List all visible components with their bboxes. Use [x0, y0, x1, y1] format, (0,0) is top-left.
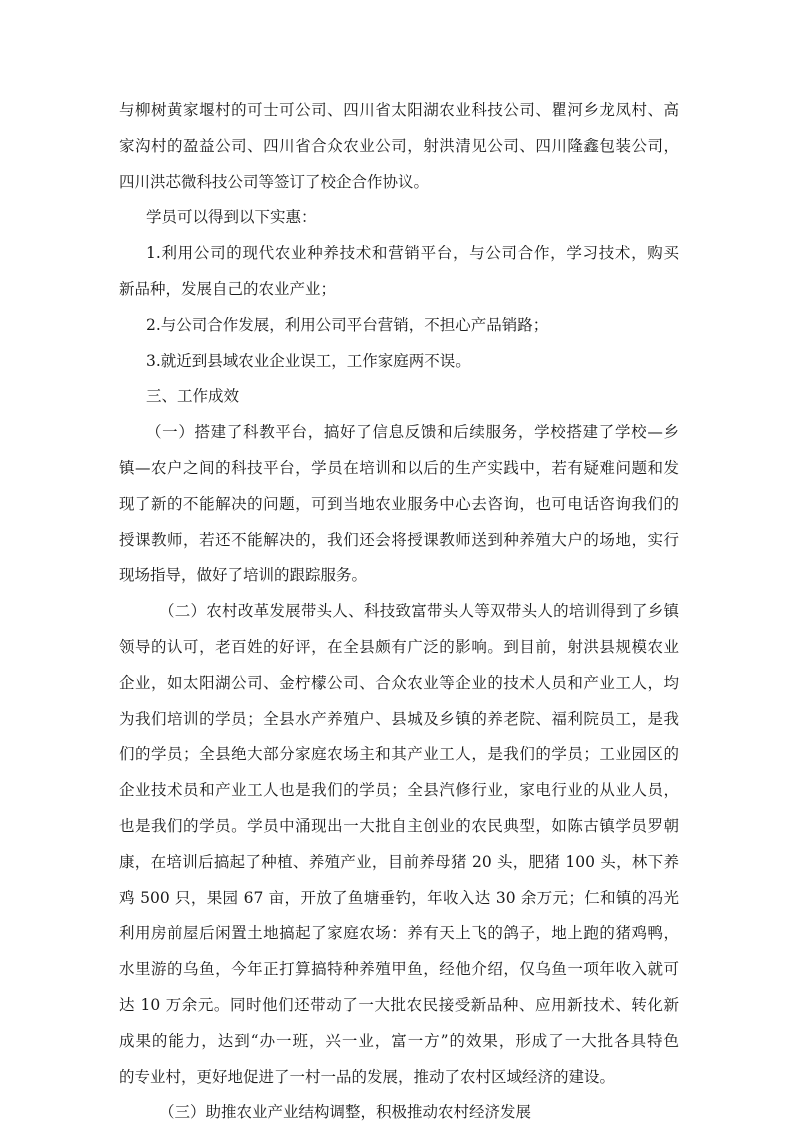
list-item: 3.就近到县域农业企业误工，工作家庭两不误。 [146, 351, 471, 370]
text-line: 家沟村的盈益公司、四川省合众农业公司，射洪清见公司、四川隆鑫包装公司， [119, 136, 679, 155]
section-lead: 学员可以得到以下实惠： [146, 208, 317, 227]
section-heading: 三、工作成效 [146, 387, 240, 406]
text-line: 们的学员；全县绝大部分家庭农场主和其产业工人，是我们的学员；工业园区的 [119, 745, 679, 764]
text-line: 也是我们的学员。学员中涌现出一大批自主创业的农民典型，如陈古镇学员罗朝 [119, 816, 679, 835]
list-item: 1.利用公司的现代农业种养技术和营销平台，与公司合作，学习技术，购买 [146, 244, 679, 263]
text-line: 企业技术员和产业工人也是我们的学员；全县汽修行业，家电行业的从业人员， [119, 781, 679, 800]
subsection-heading: （三）助推农业产业结构调整，积极推动农村经济发展 [159, 1103, 532, 1122]
subsection-text: （二）农村改革发展带头人、科技致富带头人等双带头人的培训得到了乡镇 [159, 602, 679, 621]
text-line: 鸡 500 只，果园 67 亩，开放了鱼塘垂钓，年收入达 30 余万元；仁和镇的冯光 [119, 888, 679, 907]
text-line: 新品种，发展自己的农业产业； [119, 279, 337, 298]
text-line: 企业，如太阳湖公司、金柠檬公司、合众农业等企业的技术人员和产业工人，均 [119, 673, 679, 692]
text-line: 水里游的乌鱼，今年正打算搞特种养殖甲鱼，经他介绍，仅乌鱼一项年收入就可 [119, 960, 679, 979]
text-line: 达 10 万余元。同时他们还带动了一大批农民接受新品种、应用新技术、转化新 [119, 995, 679, 1014]
text-line: 康，在培训后搞起了种植、养殖产业，目前养母猪 20 头，肥猪 100 头，林下养 [119, 852, 679, 871]
text-line: 四川洪芯微科技公司等签订了校企合作协议。 [119, 172, 430, 191]
text-line: 的专业村，更好地促进了一村一品的发展，推动了农村区域经济的建设。 [119, 1067, 616, 1086]
text-line: 现了新的不能解决的问题，可到当地农业服务中心去咨询，也可电话咨询我们的 [119, 494, 679, 513]
subsection-text: （一）搭建了科教平台，搞好了信息反馈和后续服务，学校搭建了学校—乡 [146, 423, 679, 442]
body-text [119, 95, 679, 1127]
text-line: 利用房前屋后闲置土地搞起了家庭农场：养有天上飞的鸽子，地上跑的猪鸡鸭， [119, 924, 679, 943]
text-line: 镇—农户之间的科技平台，学员在培训和以后的生产实践中，若有疑难问题和发 [119, 458, 679, 477]
text-line: 成果的能力，达到“办一班，兴一业，富一方”的效果，形成了一大批各具特色 [119, 1031, 679, 1050]
text-line: 领导的认可，老百姓的好评，在全县颇有广泛的影响。到目前，射洪县规模农业 [119, 637, 679, 656]
list-item: 2.与公司合作发展，利用公司平台营销，不担心产品销路； [146, 315, 549, 334]
text-line: 为我们培训的学员；全县水产养殖户、县城及乡镇的养老院、福利院员工，是我 [119, 709, 679, 728]
text-line: 授课教师，若还不能解决的，我们还会将授课教师送到种养殖大户的场地，实行 [119, 530, 679, 549]
text-line: 现场指导，做好了培训的跟踪服务。 [119, 566, 368, 585]
text-line: 与柳树黄家堰村的可士可公司、四川省太阳湖农业科技公司、瞿河乡龙凤村、高 [119, 101, 679, 119]
